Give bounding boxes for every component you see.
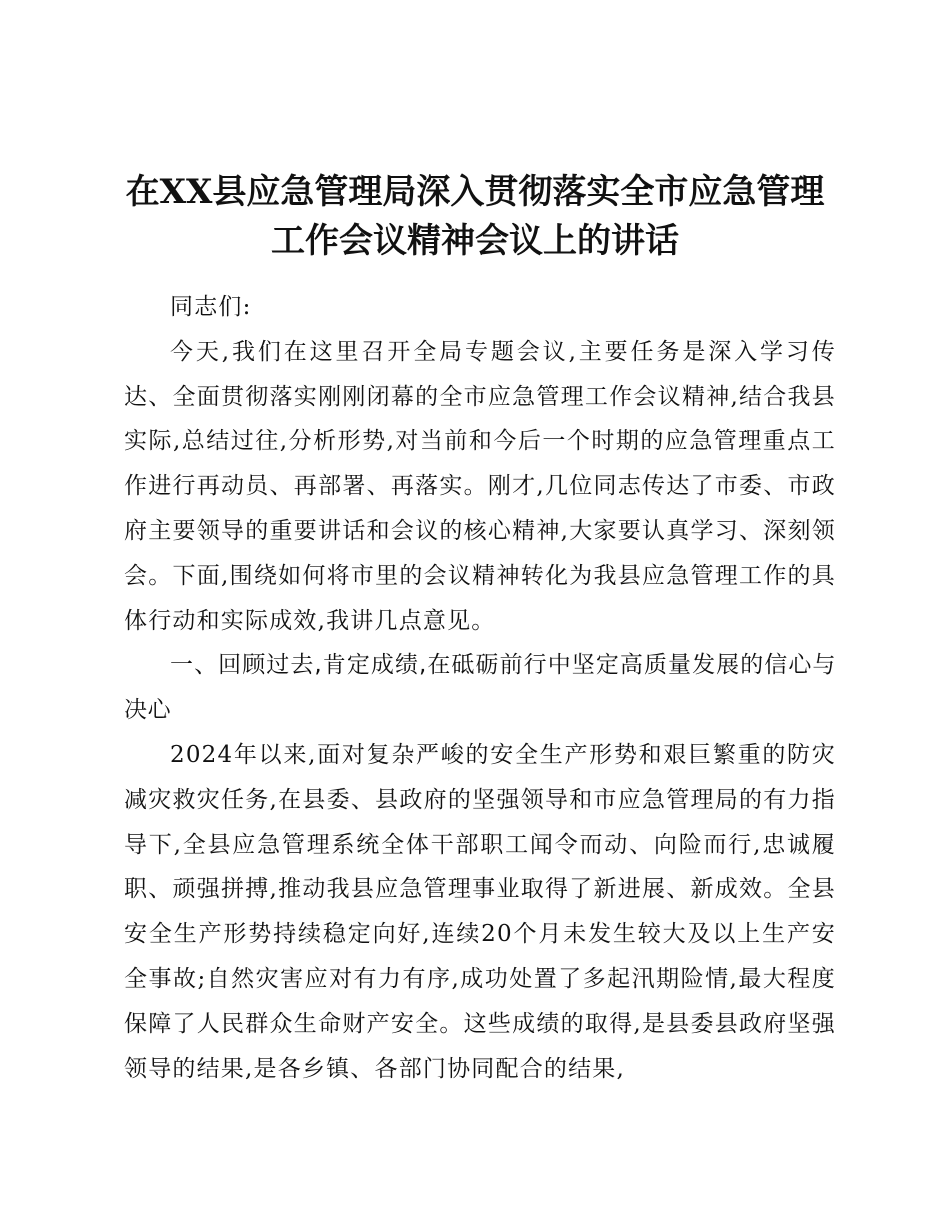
document-title-line-1: 在XX县应急管理局深入贯彻落实全市应急管理	[125, 172, 825, 212]
salutation: 同志们:	[170, 294, 252, 320]
intro-paragraph: 今天,我们在这里召开全局专题会议,主要任务是深入学习传达、全面贯彻落实刚刚闭幕的全市应急管理工作会议精神,结合我县实际,总结过往,分析形势,对当前和今后一个时期的应急管理重点工作进行再动员、再部署、再落实。刚才,几位同志传达了市委、市政府主要领导的重要讲话和会议的核心精神,大家要认真学习、深刻领会。下面,围绕如何将市里的会议精神转化为我县应急管理工作的具体行动和实际成效,我讲几点意见。	[124, 338, 836, 634]
section-1-paragraph: 2024年以来,面对复杂严峻的安全生产形势和艰巨繁重的防灾减灾救灾任务,在县委、县政府的坚强领导和市应急管理局的有力指导下,全县应急管理系统全体干部职工闻令而动、向险而行,忠诚履职、顽强拼搏,推动我县应急管理事业取得了新进展、新成效。全县安全生产形势持续稳定向好,连续20个月未发生较大及以上生产安全事故;自然灾害应对有力有序,成功处置了多起汛期险情,最大程度保障了人民群众生命财产安全。这些成绩的取得,是县委县政府坚强领导的结果,是各乡镇、各部门协同配合的结果,	[124, 741, 836, 1082]
section-1-heading: 一、回顾过去,肯定成绩,在砥砺前行中坚定高质量发展的信心与决心	[124, 652, 836, 724]
document-body	[124, 285, 836, 1091]
document-title-line-2: 工作会议精神会议上的讲话	[271, 221, 679, 261]
